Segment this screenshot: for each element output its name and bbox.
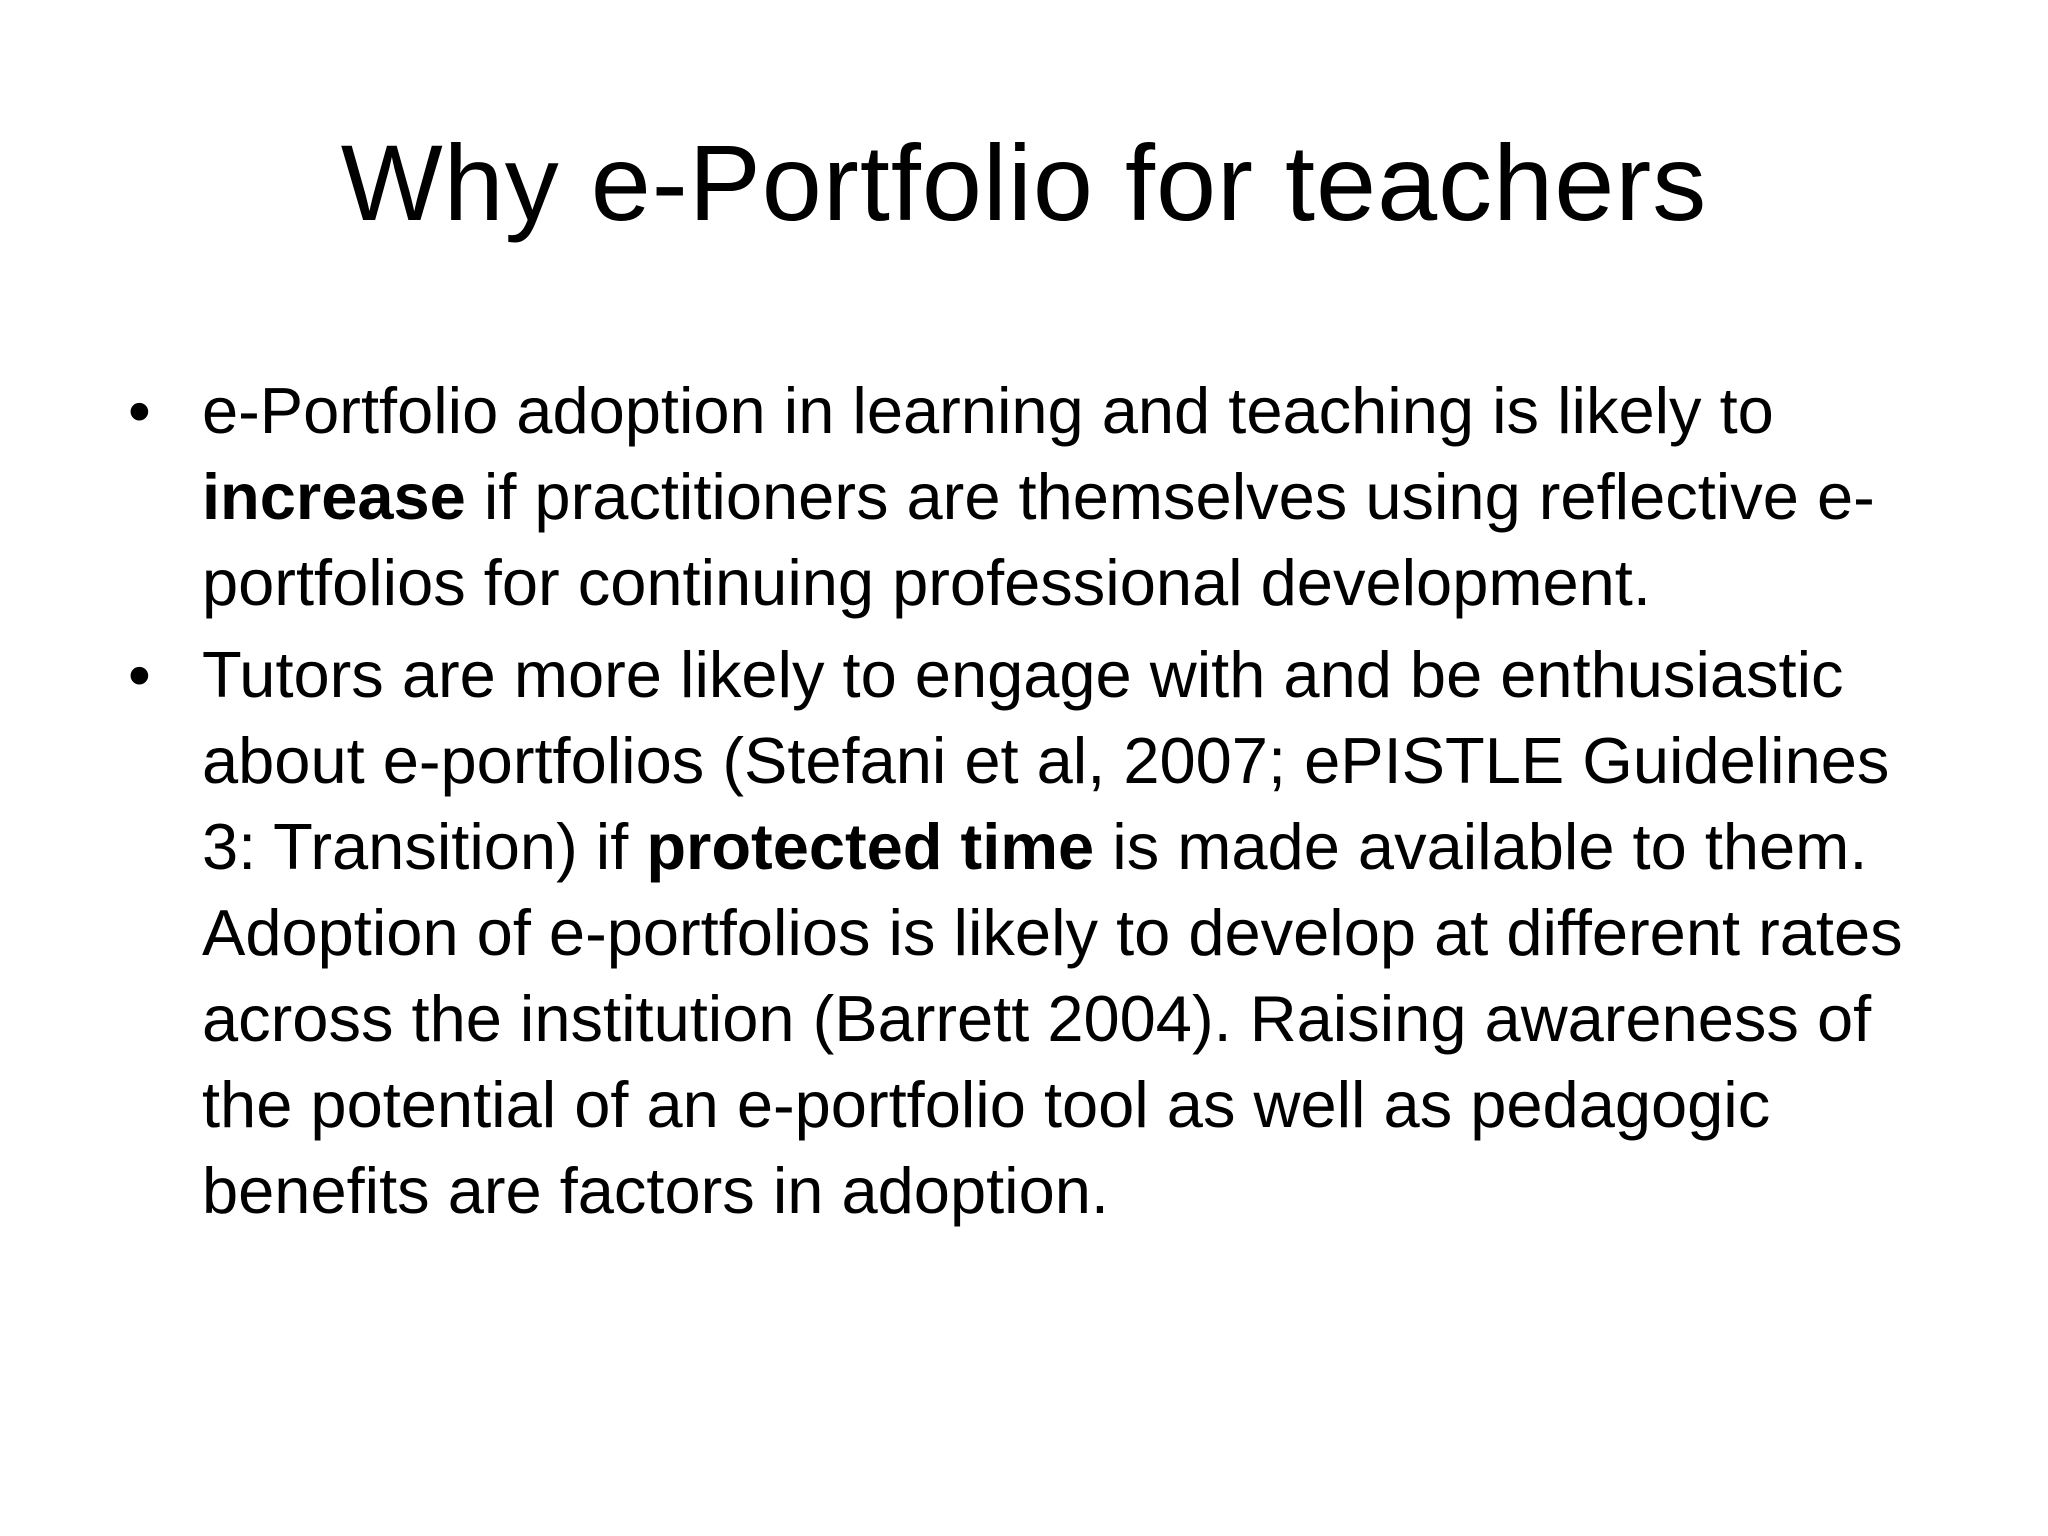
bullet-item — [120, 368, 1950, 626]
bullet-text-segment: is made available to them. Adoption of e-portfolios is likely to develop at different rates across the institution (Barrett 2004). Raising awareness of the potential of an e-portfolio tool as well as pedagogic benefits are factors in adoption. — [202, 810, 1903, 1227]
bullet-text — [202, 374, 1875, 619]
bullet-text-segment: Tutors are more likely to engage with and be enthusiastic about e-portfolios (Stefani et al, 2007; ePISTLE Guidelines 3: Transition) if — [202, 638, 1890, 883]
bullet-list — [120, 368, 1950, 1240]
bullet-text-segment: e-Portfolio adoption in learning and teaching is likely to — [202, 374, 1774, 447]
bullet-marker: • — [128, 638, 151, 711]
bullet-text — [202, 638, 1903, 1227]
bullet-item — [120, 632, 1950, 1234]
bullet-emphasis: protected time — [646, 810, 1095, 883]
bullet-marker: • — [128, 374, 151, 447]
bullet-emphasis: increase — [202, 460, 466, 533]
bullet-text-segment: if practitioners are themselves using reflective e-portfolios for continuing professional development. — [202, 460, 1875, 619]
slide-title: Why e-Portfolio for teachers — [340, 122, 1708, 243]
